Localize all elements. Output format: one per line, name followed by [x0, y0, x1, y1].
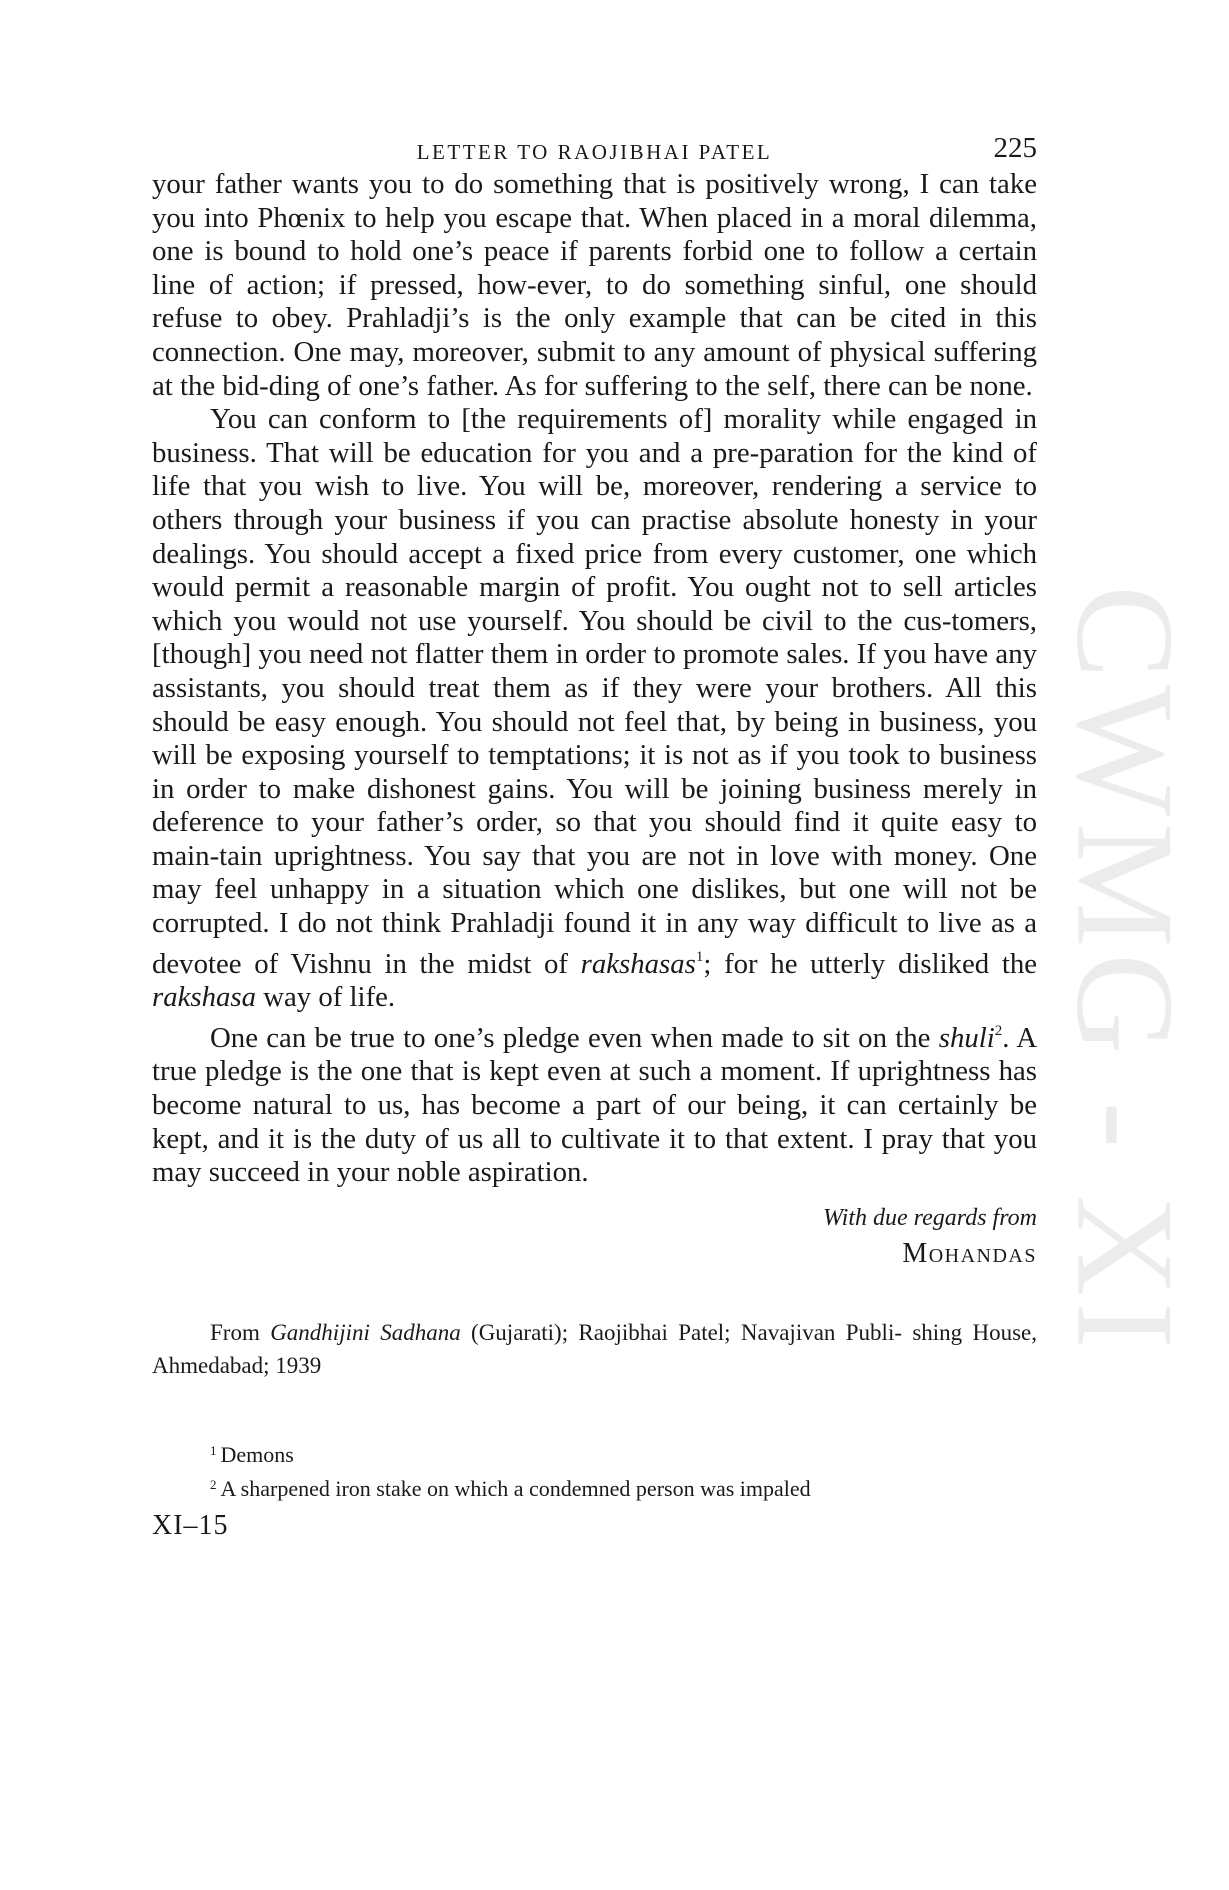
text-segment: . A true pledge is the one that is kept even at such a moment.: [152, 1021, 1038, 1088]
running-title: LETTER TO RAOJIBHAI PATEL: [416, 140, 773, 164]
text-segment: you can practise absolute honesty in your dealings. You should: [152, 503, 1038, 570]
text-segment: I can take you into Phœnix to help you escape that. When: [152, 168, 1038, 234]
closing-regards: With due regards from: [823, 1204, 1037, 1231]
text-segment: engaged in business. That will be education for you and a pre-: [152, 403, 1037, 469]
text-segment: One may feel unhappy in a situation which one dislikes, but one: [152, 839, 1037, 906]
source-title: Gandhijini Sadhana: [270, 1319, 461, 1345]
closing: [152, 1200, 1037, 1272]
text-segment: not feel that, by being in business, you will be exposing yourself to: [152, 705, 1038, 772]
footnote-text: A sharpened iron stake on which a condemned person was impaled: [220, 1475, 811, 1501]
text-segment: sales. If you have any assistants, you should treat them as if they: [152, 638, 1037, 704]
footnote-reference: 1: [695, 948, 704, 965]
text-segment: to your father’s order, so that you should find it quite easy to main-: [152, 806, 1037, 872]
footnote-marker: 2: [210, 1476, 217, 1492]
volume-mark: XI–15: [152, 1509, 229, 1541]
paragraph: [152, 403, 1037, 1015]
text-segment: a reasonable margin of profit. You ought not to sell articles which: [152, 571, 1037, 637]
text-segment: accept a fixed price from every customer, one which would permit: [152, 537, 1037, 604]
text-segment: our being, it can certainly be kept, and it is the duty of us all to: [152, 1089, 1038, 1155]
footnote: [210, 1436, 1037, 1470]
italic-term: rakshasas: [580, 947, 696, 980]
paragraph: [152, 1015, 1037, 1190]
text-segment: is the only example that can be cited in this connection. One may,: [152, 302, 1038, 368]
watermark: [1047, 560, 1203, 1380]
paragraph: [152, 168, 1037, 403]
running-head: [152, 128, 1037, 168]
text-segment: ;: [703, 947, 712, 980]
source-suffix: (Gujarati); Raojibhai Patel; Navajivan Publi- shing House, Ahmedabad; 1939: [152, 1319, 1038, 1378]
text-segment: paration for the kind of life that you wish to live. You will be,: [152, 436, 1038, 503]
text-segment: One can be true to one’s pledge even when made to sit on the: [210, 1021, 931, 1054]
text-segment: You can conform to [the requirements of] morality while: [210, 403, 897, 436]
text-segment: ever, to do something sinful, one should refuse to obey. Prahladji’s: [152, 268, 1037, 335]
signature: Mohandas: [902, 1237, 1037, 1269]
text-segment: temptations; it is not as if you took to business in order to make: [152, 739, 1037, 805]
page-number: 225: [993, 132, 1037, 164]
text-segment: for he utterly disliked the: [724, 947, 1037, 980]
text-segment: tomers, [though] you need not flatter them in order to promote: [152, 604, 1037, 671]
text-segment: parents forbid one to follow a certain line of action; if pressed, how-: [152, 235, 1037, 301]
text-segment: way difficult to live as a devotee of Vishnu in the midst of: [152, 907, 1038, 980]
source-prefix: From: [210, 1319, 271, 1345]
text-segment: placed in a moral dilemma, one is bound to hold one’s peace if: [152, 201, 1038, 268]
text-segment: cultivate it to that extent. I pray that you may succeed in your: [152, 1122, 1038, 1189]
watermark-text: CWMG - XI: [1047, 585, 1203, 1355]
footnote-text: Demons: [220, 1441, 294, 1467]
text-segment: dishonest gains. You will be joining business merely in deference: [152, 772, 1037, 839]
footnotes: [152, 1436, 1037, 1504]
footnote-marker: 1: [210, 1442, 217, 1458]
footnote: [210, 1470, 1037, 1504]
source-citation: [152, 1316, 1037, 1382]
footnote-reference: 2: [994, 1022, 1003, 1039]
text-segment: will not be corrupted. I do not think Prahladji found it in any: [152, 873, 1037, 940]
text-segment: were your brothers. All this should be easy enough. You should: [152, 671, 1037, 738]
text-segment: moreover, submit to any amount of physical suffering at the bid-: [152, 335, 1038, 402]
letter-body: [152, 168, 1037, 1190]
italic-term: rakshasa: [152, 981, 256, 1014]
text-segment: noble aspiration.: [396, 1156, 589, 1189]
text-segment: moreover, rendering a service to others through your business if: [152, 470, 1038, 536]
text-segment: ding of one’s father. As for suffering to the self, there can be none.: [268, 369, 1033, 402]
text-segment: you would not use yourself. You should be civil to the cus-: [233, 604, 952, 637]
page: [152, 128, 1037, 1542]
text-segment: tain uprightness. You say that you are not in love with money.: [219, 839, 978, 872]
text-segment: way of life.: [256, 981, 396, 1014]
text-segment: your father wants you to do something that is positively wrong,: [152, 168, 910, 200]
text-segment: If uprightness has become natural to us, has become a part of: [152, 1055, 1038, 1122]
italic-term: shuli: [938, 1021, 995, 1054]
